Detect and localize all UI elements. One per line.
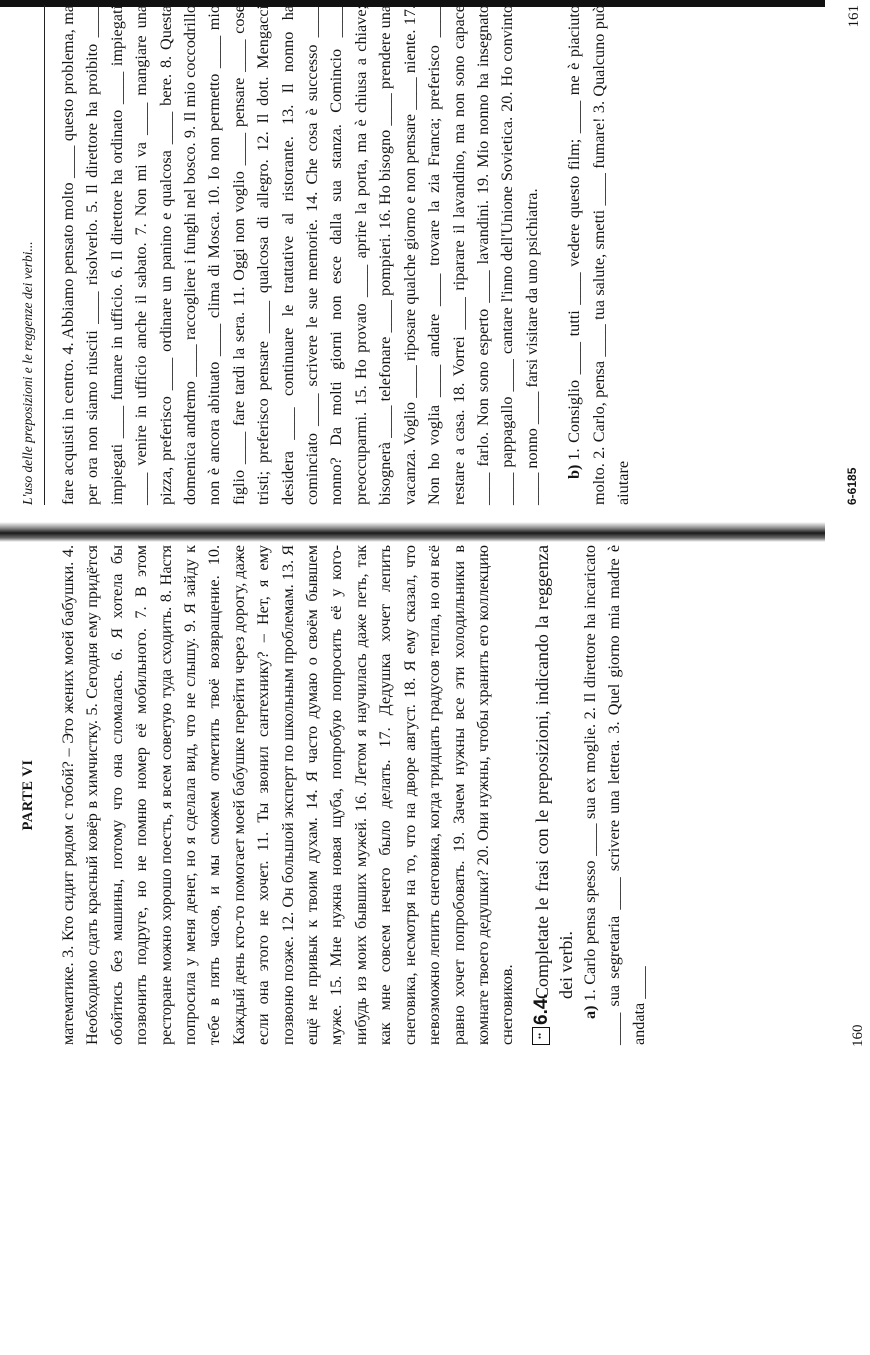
exercise-part-a-continued: fare acquisti in centro. 4. Abbiamo pensato molto ____ questo problema, ma per ora non siamo riusciti ____ risolverlo. 5. Il direttore ha proibito ____ impiegati ____ fumare in ufficio. 6. Il direttore ha ordinato ____ impiegati ____ venire in ufficio anche il sabato. 7. Non mi va ____ mangiare una pizza, preferisco ____ ordinare un panino e qualcosa ____ bere. 8. Questa domenica andremo ____ raccogliere i funghi nel bosco. 9. Il mio coccodrillo non è ancora abituato ____ clima di Mosca. 10. Io non permetto ____ mio figlio ____ fare tardi la sera. 11. Oggi non voglio ____ pensare ____ cose tristi; preferisco pensare ____ qualcosa di allegro. 12. Il dott. Mengacci desidera ____ continuare le trattative al ristorante. 13. Il nonno ha cominciato ____ scrivere le sue memorie. 14. Che cosa è successo ____ nonno? Da molti giorni non esce dalla sua stanza. Comincio ____ preoccuparmi. 15. Ho provato ____ aprire la porta, ma è chiusa a chiave; bisognerà ____ telefonare ____ pompieri. 16. Ho bisogno ____ prendere una vacanza. Voglio ____ riposare qualche giorno e non pensare ____ niente. 17. Non ho voglia ____ andare ____ trovare la zia Franca; preferisco ____ restare a casa. 18. Vorrei ____ riparare il lavandino, ma non sono capace ____ farlo. Non sono esperto ____ lavandini. 19. Mio nonno ha insegnato ____ pappagallo ____ cantare l'inno dell'Unione Sovietica. 20. Ho convinto ____ nonno ____ farsi visitare da uno psichiatra. [59, 5, 541, 505]
signature-code: 6-6185 [844, 467, 859, 505]
page-number: 160 [849, 1024, 866, 1047]
exercise-number: 6.4. [530, 993, 552, 1025]
part-b-label: b) [565, 464, 584, 479]
two-dots-icon: •• [532, 1027, 550, 1045]
page-body [56, 5, 635, 505]
page-160 [12, 545, 866, 1047]
part-b-text: 1. Consiglio ____ tutti ____ vedere questo film; ____ me è piaciuto molto. 2. Carlo, pensa ____ tua salute, smetti ____ fumare! 3. Qualcuno può aiutare [565, 5, 632, 505]
page-header [12, 545, 44, 1045]
page-number: 161 [845, 5, 862, 28]
running-head-text: L'uso delle preposizioni e le reggenze dei verbi... [20, 241, 35, 505]
exercise-title: Completate le frasi con le preposizioni, indicando la reggenza dei verbi. [531, 545, 576, 999]
exercise-part-a [578, 545, 651, 1045]
page-161 [12, 5, 862, 505]
exercise-heading [530, 545, 578, 1045]
part-a-label: a) [580, 1005, 599, 1019]
russian-sentences: математике. 3. Кто сидит рядом с тобой? – Это жених моей бабушки. 4. Необходимо сдать красный ковёр в химчистку. 5. Сегодня ему придётся обойтись без машины, потому что она сломалась. 6. Я хотела бы позвонить подруге, но не помню номер её мобильного. 7. В этом ресторане можно хорошо поесть, я всем советую туда сходить. 8. Настя попросила у меня денег, но я сделала вид, что не слышу. 9. Я зайду к тебе в пять часов, и мы сможем отметить твоё возвращение. 10. Каждый день кто-то помогает моей бабушке перейти через дорогу, даже если она этого не хочет. 11. Ты звонил сантехнику? – Нет, я ему позвоню позже. 12. Он большой эксперт по школьным проблемам. 13. Я ещё не привык к твоим духам. 14. Я часто думаю о своём бывшем муже. 15. Мне нужна новая щуба, попробую попросить её у кого-нибудь из моих бывших мужей. 16. Летом я научилась даже петь, так как мне совсем нечего было делать. 17. Дедушка хочет лепить снеговика, несмотря на то, что на дворе август. 18. Я ему сказал, что невозможно лепить снеговика, когда тридцать градусов тепла, но он всё равно хочет попробовать. 19. Зачем нужны все эти холодильники в комнате твоего дедушки? 20. Они нужны, чтобы хранить его коллекцию снеговиков. [59, 545, 517, 1045]
book-gutter [0, 522, 825, 542]
exercise-part-b [562, 5, 635, 505]
part-a-text: 1. Carlo pensa spesso ____ sua ex moglie. 2. Il direttore ha incaricato ____ sua segretaria ____ scrivere una lettera. 3. Quel giorno mia madre è andata ____ [580, 545, 648, 1045]
running-header [12, 5, 45, 505]
part-title: PARTE VI [20, 759, 36, 831]
page-body [56, 545, 651, 1045]
